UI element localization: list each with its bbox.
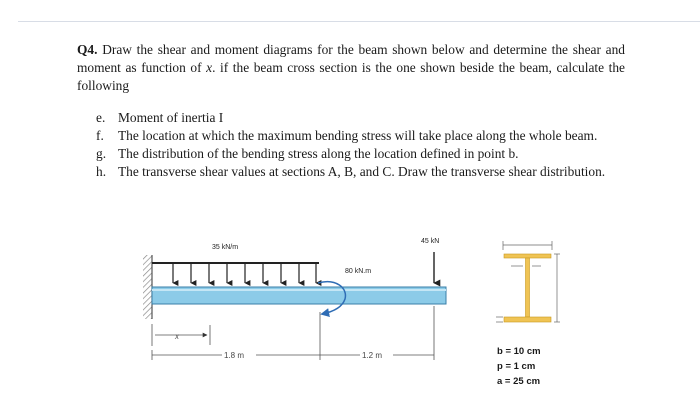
- bottom-flange: [504, 317, 551, 322]
- task-letter: f.: [96, 128, 104, 143]
- span-left-label: 1.8 m: [224, 351, 245, 360]
- task-letter: e.: [96, 110, 106, 125]
- x-dim-label: x: [175, 332, 179, 341]
- moment-label: 80 kN.m: [345, 268, 372, 275]
- distributed-load-label: 35 kN/m: [212, 244, 239, 251]
- dim-b: b = 10 cm: [497, 346, 541, 357]
- question-number: Q4.: [77, 42, 98, 57]
- distributed-load-arrows: [173, 264, 316, 283]
- web: [526, 258, 530, 317]
- task-letter: g.: [96, 146, 107, 161]
- span-right-label: 1.2 m: [362, 351, 383, 360]
- task-text: Moment of inertia I: [118, 110, 224, 125]
- task-letter: h.: [96, 164, 107, 179]
- distributed-load-line: [152, 262, 319, 264]
- task-text: The distribution of the bending stress along the location defined in point b.: [118, 146, 519, 161]
- question-body-1: Draw the shear and moment diagrams for the beam shown below and determine the shear and moment as function of: [77, 42, 625, 75]
- dim-p: p = 1 cm: [497, 361, 536, 372]
- question-variable: x: [206, 60, 213, 75]
- task-text: The location at which the maximum bending stress will take place along the whole beam.: [118, 128, 598, 143]
- i-beam-cross-section: [496, 241, 560, 322]
- fixed-support: [143, 255, 152, 319]
- question-body-2: . if the beam cross section is the one shown beside the beam, calculate the following: [77, 60, 625, 93]
- top-flange: [504, 254, 551, 258]
- task-text: The transverse shear values at sections A, B, and C. Draw the transverse shear distribution.: [118, 164, 606, 179]
- dim-a: a = 25 cm: [497, 376, 541, 387]
- point-load-label: 45 kN: [421, 238, 440, 245]
